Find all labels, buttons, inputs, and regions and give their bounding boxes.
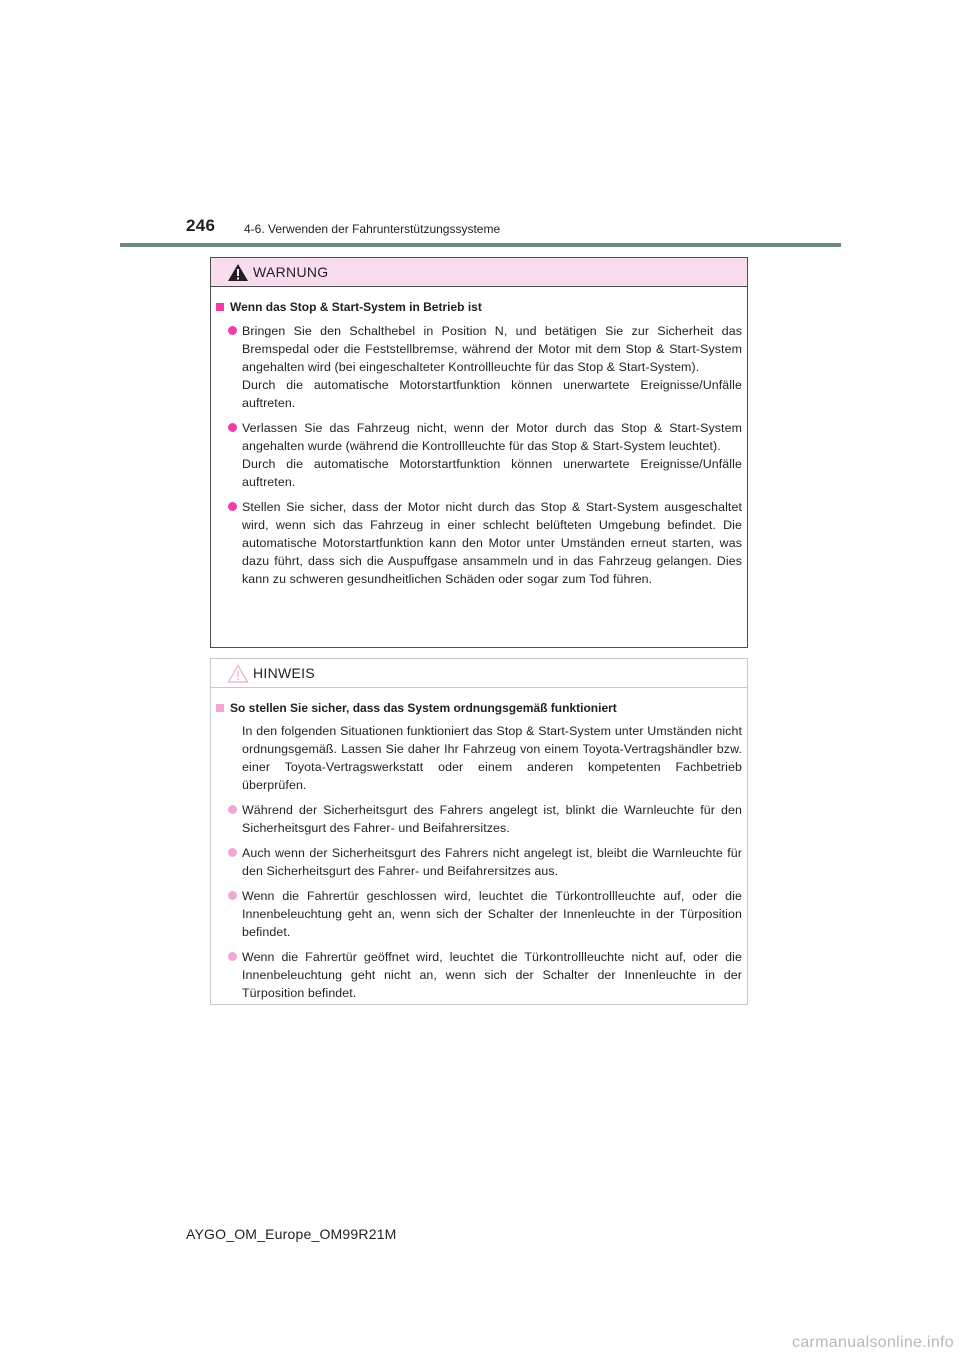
watermark-link[interactable]: carmanualsonline.info	[792, 1334, 954, 1351]
bullet-dot-icon	[228, 502, 237, 511]
notice-item	[216, 801, 742, 837]
notice-intro: In den folgenden Situationen funktioniert das Stop & Start-System unter Umständen nicht ordnungsgemäß. Lassen Sie daher Ihr Fahrzeug von einem Toyota-Vertragshändler bzw. einer Toyota-Vertragswerkstatt oder einem anderen kompetenten Fachbetrieb überprüfen.	[242, 724, 742, 792]
square-bullet-icon	[216, 303, 224, 311]
warning-topic	[216, 299, 742, 315]
warning-item	[216, 419, 742, 491]
notice-box	[210, 658, 748, 1005]
bullet-dot-icon	[228, 423, 237, 432]
notice-topic	[216, 700, 742, 716]
header-rule	[120, 243, 841, 247]
warning-item	[216, 498, 742, 588]
document-code: AYGO_OM_Europe_OM99R21M	[186, 1226, 397, 1242]
bullet-dot-icon	[228, 891, 237, 900]
warning-topic-text: Wenn das Stop & Start-System in Betrieb ist	[230, 300, 482, 314]
warning-header	[211, 258, 747, 287]
notice-item-text: Wenn die Fahrertür geschlossen wird, leuchtet die Türkontrollleuchte auf, oder die Innenbeleuchtung geht an, wenn sich der Schalter der Innenleuchte in der Türposition befindet.	[242, 889, 742, 939]
warning-triangle-icon	[227, 263, 249, 282]
warning-body	[211, 287, 747, 588]
bullet-dot-icon	[228, 952, 237, 961]
section-title: 4-6. Verwenden der Fahrunterstützungssysteme	[244, 222, 501, 236]
bullet-dot-icon	[228, 805, 237, 814]
notice-body	[211, 688, 747, 1002]
notice-topic-text: So stellen Sie sicher, dass das System ordnungsgemäß funktioniert	[230, 701, 617, 715]
notice-item-text: Während der Sicherheitsgurt des Fahrers angelegt ist, blinkt die Warnleuchte für den Sicherheitsgurt des Fahrer- und Beifahrersitzes.	[242, 803, 742, 835]
notice-item	[216, 887, 742, 941]
bullet-dot-icon	[228, 326, 237, 335]
page-number: 246	[186, 216, 216, 235]
bullet-dot-icon	[228, 848, 237, 857]
notice-item-text: Wenn die Fahrertür geöffnet wird, leuchtet die Türkontrollleuchte nicht auf, oder die Innenbeleuchtung geht nicht an, wenn sich der Schalter der Innenleuchte in der Türposition befindet.	[242, 950, 742, 1000]
warning-item-text: Durch die automatische Motorstartfunktion können unerwartete Ereignisse/Unfälle auftreten.	[242, 457, 742, 489]
notice-title: HINWEIS	[253, 665, 315, 681]
notice-header	[211, 659, 747, 688]
warning-item-text: Stellen Sie sicher, dass der Motor nicht durch das Stop & Start-System ausgeschaltet wird, wenn sich das Fahrzeug in einer schlecht belüfteten Umgebung befindet. Die automatische Motorstartfunktion kann den Motor unter Umständen erneut starten, was dazu führt, dass sich die Auspuffgase ansammeln und in das Fahrzeug gelangen. Dies kann zu schweren gesundheitlichen Schäden oder sogar zum Tod führen.	[242, 500, 742, 586]
square-bullet-icon	[216, 704, 224, 712]
warning-item-text: Verlassen Sie das Fahrzeug nicht, wenn der Motor durch das Stop & Start-System angehalten wurde (während die Kontrollleuchte für das Stop & Start-System leuchtet).	[242, 421, 742, 453]
warning-title: WARNUNG	[253, 264, 329, 280]
warning-box	[210, 257, 748, 648]
warning-item-text: Durch die automatische Motorstartfunktion können unerwartete Ereignisse/Unfälle auftreten.	[242, 378, 742, 410]
caution-triangle-outline-icon	[227, 664, 249, 683]
notice-item	[216, 844, 742, 880]
warning-item	[216, 322, 742, 412]
notice-item	[216, 948, 742, 1002]
warning-item-text: Bringen Sie den Schalthebel in Position N, und betätigen Sie zur Sicherheit das Bremspedal oder die Feststellbremse, während der Motor mit dem Stop & Start-System angehalten wird (bei eingeschalteter Kontrollleuchte für das Stop & Start-System).	[242, 324, 742, 374]
notice-item-text: Auch wenn der Sicherheitsgurt des Fahrers nicht angelegt ist, bleibt die Warnleuchte für den Sicherheitsgurt des Fahrer- und Beifahrersitzes aus.	[242, 846, 742, 878]
